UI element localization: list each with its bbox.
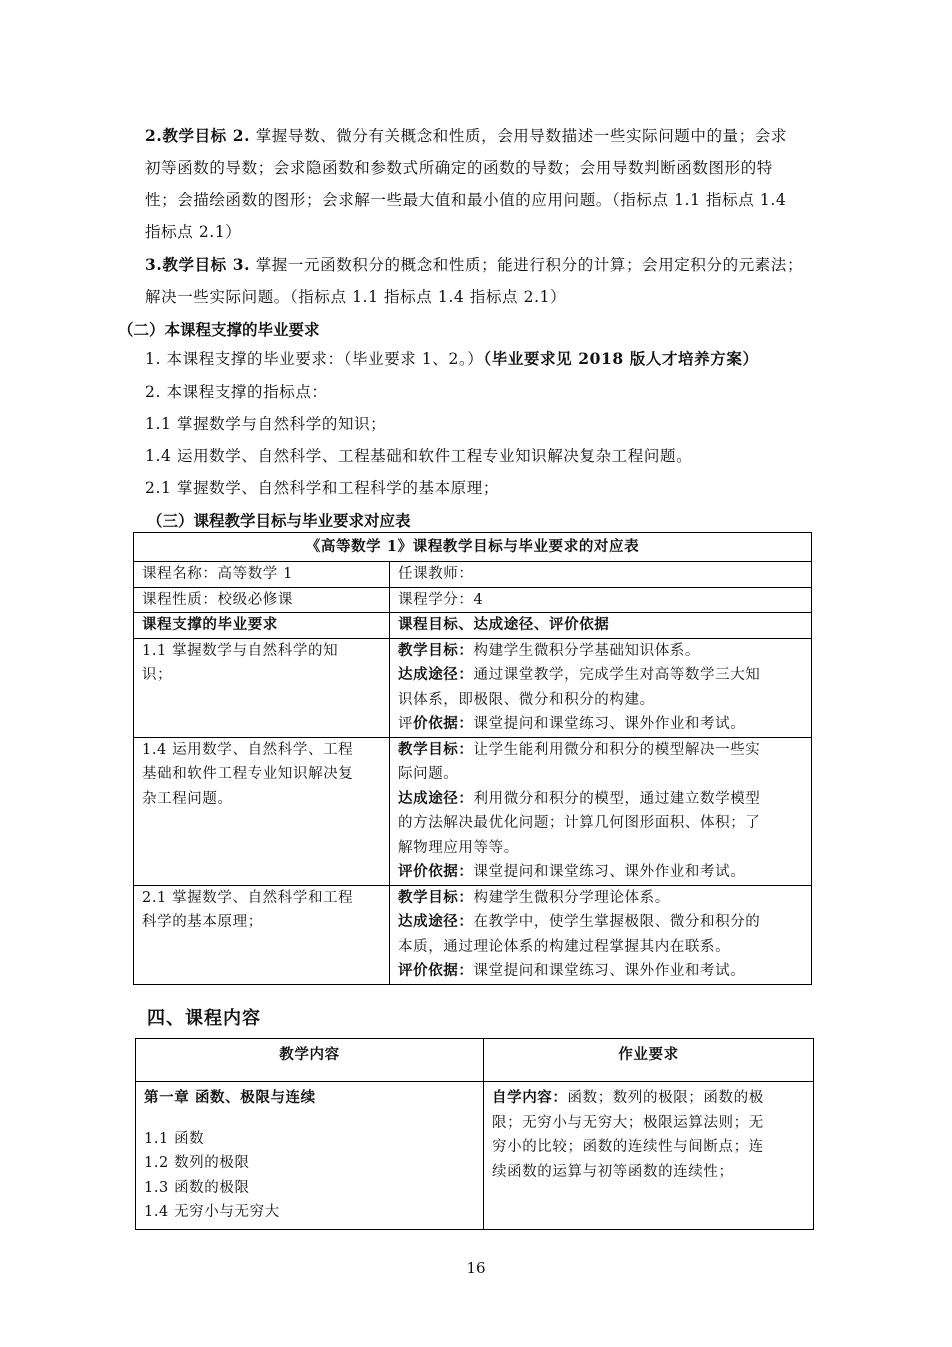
requirement-cell: 2.1 掌握数学、自然科学和工程 科学的基本原理； bbox=[134, 885, 390, 984]
col-header-content: 教学内容 bbox=[136, 1039, 484, 1082]
course-type: 课程性质：校级必修课 bbox=[134, 587, 390, 613]
goal-3-line-1: 3.教学目标 3. 掌握一元函数积分的概念和性质；能进行积分的计算；会用定积分的元素法； bbox=[145, 255, 804, 274]
section-2-heading: （二）本课程支撑的毕业要求 bbox=[118, 320, 320, 339]
list-item: 1.2 数列的极限 bbox=[144, 1155, 250, 1171]
table-row bbox=[134, 885, 812, 984]
mapping-table bbox=[133, 532, 812, 985]
course-credits: 课程学分：4 bbox=[390, 587, 812, 613]
goal-3-label: 3.教学目标 3. bbox=[145, 255, 251, 274]
goal-2-line-2: 初等函数的导数；会求隐函数和参数式所确定的函数的导数；会用导数判断函数图形的特 bbox=[145, 159, 773, 177]
mapping-table-title: 《高等数学 1》课程教学目标与毕业要求的对应表 bbox=[134, 533, 812, 562]
col-header-requirement: 课程支撑的毕业要求 bbox=[134, 613, 390, 639]
homework-cell: 自学内容：函数；数列的极限；函数的极 限；无穷小与无穷大；极限运算法则；无 穷小的比较；函数的连续性与间断点；连 续函数的运算与初等函数的连续性； bbox=[484, 1082, 814, 1230]
list-item: 1.4 无穷小与无穷大 bbox=[144, 1204, 280, 1220]
table-row bbox=[134, 737, 812, 885]
col-header-homework: 作业要求 bbox=[484, 1039, 814, 1082]
course-name: 课程名称：高等数学 1 bbox=[134, 562, 390, 588]
goal-2-line-4: 指标点 2.1） bbox=[145, 223, 242, 241]
requirement-cell: 1.1 掌握数学与自然科学的知 识； bbox=[134, 638, 390, 737]
page-number: 16 bbox=[466, 1259, 486, 1277]
course-teacher: 任课教师： bbox=[390, 562, 812, 588]
chapter-title: 第一章 函数、极限与连续 bbox=[144, 1089, 316, 1106]
col-header-goal: 课程目标、达成途径、评价依据 bbox=[390, 613, 812, 639]
requirement-cell: 1.4 运用数学、自然科学、工程 基础和软件工程专业知识解决复 杂工程问题。 bbox=[134, 737, 390, 885]
section-4-heading: 四、课程内容 bbox=[147, 1008, 261, 1029]
content-cell bbox=[136, 1082, 484, 1230]
table-row bbox=[134, 638, 812, 737]
indicator-point-2-1: 2.1 掌握数学、自然科学和工程科学的基本原理； bbox=[145, 479, 499, 497]
section-3-heading: （三）课程教学目标与毕业要求对应表 bbox=[147, 511, 411, 530]
goal-3-line-2: 解决一些实际问题。（指标点 1.1 指标点 1.4 指标点 2.1） bbox=[145, 288, 567, 306]
indicator-point-1-1: 1.1 掌握数学与自然科学的知识； bbox=[145, 415, 387, 433]
course-content-table bbox=[135, 1038, 814, 1230]
table-row bbox=[136, 1082, 814, 1230]
indicator-point-1-4: 1.4 运用数学、自然科学、工程基础和软件工程专业知识解决复杂工程问题。 bbox=[145, 447, 693, 465]
list-item: 1.3 函数的极限 bbox=[144, 1179, 250, 1196]
list-item: 1.1 函数 bbox=[144, 1130, 205, 1147]
section-2-item-2: 2. 本课程支撑的指标点： bbox=[145, 383, 328, 401]
goal-cell: 教学目标：让学生能利用微分和积分的模型解决一些实 际问题。 达成途径：利用微分和积分的模型，通过建立数学模型 的方法解决最优化问题；计算几何图形面积、体积；了 解物理应用等等。 评价依据：课堂提问和课堂练习、课外作业和考试。 bbox=[390, 737, 812, 885]
goal-cell: 教学目标：构建学生微积分学理论体系。 达成途径：在教学中，使学生掌握极限、微分和积分的 本质，通过理论体系的构建过程掌握其内在联系。 评价依据：课堂提问和课堂练习、课外作业和考试。 bbox=[390, 885, 812, 984]
goal-2-label: 2.教学目标 2. bbox=[145, 126, 251, 145]
goal-2-line-1: 2.教学目标 2. 掌握导数、微分有关概念和性质，会用导数描述一些实际问题中的量；会求 bbox=[145, 126, 788, 145]
goal-cell: 教学目标：构建学生微积分学基础知识体系。 达成途径：通过课堂教学，完成学生对高等数学三大知 识体系，即极限、微分和积分的构建。 评价依据：课堂提问和课堂练习、课外作业和考试。 bbox=[390, 638, 812, 737]
section-2-item-1: 1. 本课程支撑的毕业要求：（毕业要求 1、2。）（毕业要求见 2018 版人才培养方案） bbox=[145, 349, 759, 368]
goal-2-line-3: 性；会描绘函数的图形；会求解一些最大值和最小值的应用问题。（指标点 1.1 指标点 1.4 bbox=[145, 191, 787, 209]
